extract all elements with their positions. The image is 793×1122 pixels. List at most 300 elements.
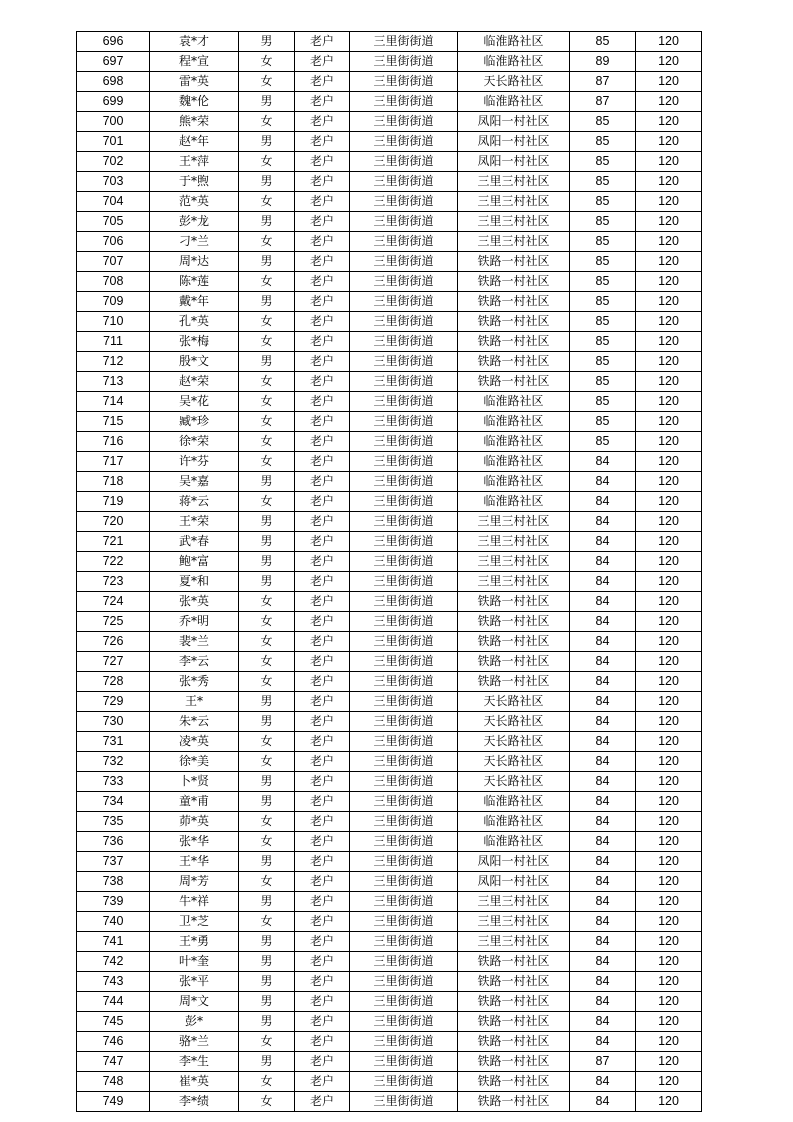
table-row bbox=[77, 732, 702, 752]
row-number-cell: 732 bbox=[77, 752, 150, 772]
score-cell: 85 bbox=[570, 432, 636, 452]
household-type-cell: 老户 bbox=[295, 172, 350, 192]
row-number-cell: 702 bbox=[77, 152, 150, 172]
community-cell: 凤阳一村社区 bbox=[458, 112, 570, 132]
row-number-cell: 715 bbox=[77, 412, 150, 432]
amount-cell: 120 bbox=[636, 932, 702, 952]
score-cell: 87 bbox=[570, 92, 636, 112]
household-type-cell: 老户 bbox=[295, 972, 350, 992]
street-cell: 三里街街道 bbox=[350, 552, 458, 572]
name-cell: 王*荣 bbox=[150, 512, 239, 532]
score-cell: 84 bbox=[570, 552, 636, 572]
name-cell: 朱*云 bbox=[150, 712, 239, 732]
amount-cell: 120 bbox=[636, 472, 702, 492]
household-type-cell: 老户 bbox=[295, 132, 350, 152]
row-number-cell: 719 bbox=[77, 492, 150, 512]
name-cell: 殷*文 bbox=[150, 352, 239, 372]
community-cell: 铁路一村社区 bbox=[458, 272, 570, 292]
street-cell: 三里街街道 bbox=[350, 252, 458, 272]
gender-cell: 男 bbox=[239, 1012, 295, 1032]
amount-cell: 120 bbox=[636, 692, 702, 712]
score-cell: 84 bbox=[570, 732, 636, 752]
street-cell: 三里街街道 bbox=[350, 872, 458, 892]
name-cell: 李*生 bbox=[150, 1052, 239, 1072]
name-cell: 张*英 bbox=[150, 592, 239, 612]
table-row bbox=[77, 992, 702, 1012]
score-cell: 85 bbox=[570, 192, 636, 212]
table-row bbox=[77, 92, 702, 112]
community-cell: 三里三村社区 bbox=[458, 512, 570, 532]
score-cell: 84 bbox=[570, 652, 636, 672]
table-row bbox=[77, 512, 702, 532]
amount-cell: 120 bbox=[636, 1052, 702, 1072]
row-number-cell: 717 bbox=[77, 452, 150, 472]
amount-cell: 120 bbox=[636, 232, 702, 252]
household-type-cell: 老户 bbox=[295, 852, 350, 872]
amount-cell: 120 bbox=[636, 732, 702, 752]
street-cell: 三里街街道 bbox=[350, 72, 458, 92]
street-cell: 三里街街道 bbox=[350, 792, 458, 812]
amount-cell: 120 bbox=[636, 152, 702, 172]
community-cell: 天长路社区 bbox=[458, 772, 570, 792]
amount-cell: 120 bbox=[636, 632, 702, 652]
score-cell: 84 bbox=[570, 992, 636, 1012]
amount-cell: 120 bbox=[636, 72, 702, 92]
table-row bbox=[77, 912, 702, 932]
household-type-cell: 老户 bbox=[295, 72, 350, 92]
row-number-cell: 716 bbox=[77, 432, 150, 452]
name-cell: 武*春 bbox=[150, 532, 239, 552]
name-cell: 赵*荣 bbox=[150, 372, 239, 392]
street-cell: 三里街街道 bbox=[350, 592, 458, 612]
household-type-cell: 老户 bbox=[295, 372, 350, 392]
gender-cell: 男 bbox=[239, 172, 295, 192]
household-type-cell: 老户 bbox=[295, 1012, 350, 1032]
score-cell: 84 bbox=[570, 1072, 636, 1092]
amount-cell: 120 bbox=[636, 272, 702, 292]
row-number-cell: 701 bbox=[77, 132, 150, 152]
gender-cell: 男 bbox=[239, 552, 295, 572]
score-cell: 85 bbox=[570, 252, 636, 272]
score-cell: 84 bbox=[570, 812, 636, 832]
row-number-cell: 697 bbox=[77, 52, 150, 72]
household-type-cell: 老户 bbox=[295, 572, 350, 592]
gender-cell: 男 bbox=[239, 572, 295, 592]
street-cell: 三里街街道 bbox=[350, 472, 458, 492]
street-cell: 三里街街道 bbox=[350, 712, 458, 732]
community-cell: 凤阳一村社区 bbox=[458, 132, 570, 152]
street-cell: 三里街街道 bbox=[350, 412, 458, 432]
row-number-cell: 747 bbox=[77, 1052, 150, 1072]
name-cell: 吴*嘉 bbox=[150, 472, 239, 492]
gender-cell: 男 bbox=[239, 852, 295, 872]
table-row bbox=[77, 1092, 702, 1112]
amount-cell: 120 bbox=[636, 32, 702, 52]
amount-cell: 120 bbox=[636, 892, 702, 912]
score-cell: 89 bbox=[570, 52, 636, 72]
row-number-cell: 709 bbox=[77, 292, 150, 312]
amount-cell: 120 bbox=[636, 412, 702, 432]
community-cell: 铁路一村社区 bbox=[458, 612, 570, 632]
row-number-cell: 728 bbox=[77, 672, 150, 692]
household-type-cell: 老户 bbox=[295, 452, 350, 472]
row-number-cell: 714 bbox=[77, 392, 150, 412]
amount-cell: 120 bbox=[636, 912, 702, 932]
name-cell: 孔*英 bbox=[150, 312, 239, 332]
household-type-cell: 老户 bbox=[295, 672, 350, 692]
name-cell: 熊*荣 bbox=[150, 112, 239, 132]
row-number-cell: 745 bbox=[77, 1012, 150, 1032]
name-cell: 夏*和 bbox=[150, 572, 239, 592]
street-cell: 三里街街道 bbox=[350, 1052, 458, 1072]
household-type-cell: 老户 bbox=[295, 412, 350, 432]
amount-cell: 120 bbox=[636, 452, 702, 472]
household-type-cell: 老户 bbox=[295, 692, 350, 712]
score-cell: 84 bbox=[570, 692, 636, 712]
street-cell: 三里街街道 bbox=[350, 172, 458, 192]
gender-cell: 女 bbox=[239, 192, 295, 212]
amount-cell: 120 bbox=[636, 112, 702, 132]
name-cell: 张*梅 bbox=[150, 332, 239, 352]
street-cell: 三里街街道 bbox=[350, 152, 458, 172]
household-type-cell: 老户 bbox=[295, 1032, 350, 1052]
row-number-cell: 723 bbox=[77, 572, 150, 592]
household-type-cell: 老户 bbox=[295, 352, 350, 372]
row-number-cell: 726 bbox=[77, 632, 150, 652]
community-cell: 天长路社区 bbox=[458, 752, 570, 772]
street-cell: 三里街街道 bbox=[350, 292, 458, 312]
score-cell: 84 bbox=[570, 472, 636, 492]
row-number-cell: 733 bbox=[77, 772, 150, 792]
score-cell: 85 bbox=[570, 292, 636, 312]
gender-cell: 男 bbox=[239, 32, 295, 52]
household-type-cell: 老户 bbox=[295, 232, 350, 252]
data-table bbox=[76, 31, 702, 1112]
street-cell: 三里街街道 bbox=[350, 992, 458, 1012]
table-row bbox=[77, 532, 702, 552]
community-cell: 临淮路社区 bbox=[458, 392, 570, 412]
community-cell: 铁路一村社区 bbox=[458, 1052, 570, 1072]
score-cell: 84 bbox=[570, 1032, 636, 1052]
name-cell: 牛*祥 bbox=[150, 892, 239, 912]
amount-cell: 120 bbox=[636, 792, 702, 812]
street-cell: 三里街街道 bbox=[350, 1032, 458, 1052]
gender-cell: 男 bbox=[239, 772, 295, 792]
gender-cell: 男 bbox=[239, 1052, 295, 1072]
amount-cell: 120 bbox=[636, 972, 702, 992]
gender-cell: 女 bbox=[239, 1032, 295, 1052]
row-number-cell: 736 bbox=[77, 832, 150, 852]
score-cell: 84 bbox=[570, 752, 636, 772]
community-cell: 凤阳一村社区 bbox=[458, 872, 570, 892]
amount-cell: 120 bbox=[636, 612, 702, 632]
score-cell: 85 bbox=[570, 372, 636, 392]
gender-cell: 女 bbox=[239, 812, 295, 832]
gender-cell: 男 bbox=[239, 352, 295, 372]
community-cell: 铁路一村社区 bbox=[458, 1012, 570, 1032]
community-cell: 铁路一村社区 bbox=[458, 672, 570, 692]
name-cell: 卫*芝 bbox=[150, 912, 239, 932]
name-cell: 鲍*富 bbox=[150, 552, 239, 572]
street-cell: 三里街街道 bbox=[350, 692, 458, 712]
community-cell: 铁路一村社区 bbox=[458, 632, 570, 652]
amount-cell: 120 bbox=[636, 952, 702, 972]
score-cell: 87 bbox=[570, 1052, 636, 1072]
score-cell: 84 bbox=[570, 932, 636, 952]
community-cell: 铁路一村社区 bbox=[458, 352, 570, 372]
row-number-cell: 737 bbox=[77, 852, 150, 872]
table-row bbox=[77, 892, 702, 912]
street-cell: 三里街街道 bbox=[350, 632, 458, 652]
gender-cell: 女 bbox=[239, 72, 295, 92]
score-cell: 87 bbox=[570, 72, 636, 92]
street-cell: 三里街街道 bbox=[350, 652, 458, 672]
table-row bbox=[77, 672, 702, 692]
amount-cell: 120 bbox=[636, 772, 702, 792]
row-number-cell: 703 bbox=[77, 172, 150, 192]
street-cell: 三里街街道 bbox=[350, 192, 458, 212]
community-cell: 三里三村社区 bbox=[458, 212, 570, 232]
score-cell: 85 bbox=[570, 272, 636, 292]
score-cell: 84 bbox=[570, 892, 636, 912]
row-number-cell: 712 bbox=[77, 352, 150, 372]
row-number-cell: 698 bbox=[77, 72, 150, 92]
street-cell: 三里街街道 bbox=[350, 972, 458, 992]
score-cell: 84 bbox=[570, 952, 636, 972]
community-cell: 临淮路社区 bbox=[458, 792, 570, 812]
table-row bbox=[77, 272, 702, 292]
amount-cell: 120 bbox=[636, 52, 702, 72]
community-cell: 临淮路社区 bbox=[458, 492, 570, 512]
household-type-cell: 老户 bbox=[295, 712, 350, 732]
street-cell: 三里街街道 bbox=[350, 312, 458, 332]
community-cell: 临淮路社区 bbox=[458, 472, 570, 492]
street-cell: 三里街街道 bbox=[350, 372, 458, 392]
name-cell: 彭* bbox=[150, 1012, 239, 1032]
name-cell: 赵*年 bbox=[150, 132, 239, 152]
gender-cell: 女 bbox=[239, 612, 295, 632]
name-cell: 程*宣 bbox=[150, 52, 239, 72]
table-row bbox=[77, 652, 702, 672]
amount-cell: 120 bbox=[636, 92, 702, 112]
table-row bbox=[77, 932, 702, 952]
name-cell: 周*达 bbox=[150, 252, 239, 272]
row-number-cell: 748 bbox=[77, 1072, 150, 1092]
row-number-cell: 743 bbox=[77, 972, 150, 992]
score-cell: 85 bbox=[570, 392, 636, 412]
community-cell: 铁路一村社区 bbox=[458, 292, 570, 312]
household-type-cell: 老户 bbox=[295, 92, 350, 112]
household-type-cell: 老户 bbox=[295, 112, 350, 132]
name-cell: 蒋*云 bbox=[150, 492, 239, 512]
row-number-cell: 700 bbox=[77, 112, 150, 132]
table-row bbox=[77, 432, 702, 452]
amount-cell: 120 bbox=[636, 1092, 702, 1112]
household-type-cell: 老户 bbox=[295, 872, 350, 892]
table-row bbox=[77, 152, 702, 172]
household-type-cell: 老户 bbox=[295, 152, 350, 172]
household-type-cell: 老户 bbox=[295, 732, 350, 752]
household-type-cell: 老户 bbox=[295, 532, 350, 552]
gender-cell: 女 bbox=[239, 332, 295, 352]
table-row bbox=[77, 772, 702, 792]
row-number-cell: 696 bbox=[77, 32, 150, 52]
street-cell: 三里街街道 bbox=[350, 212, 458, 232]
gender-cell: 男 bbox=[239, 132, 295, 152]
score-cell: 84 bbox=[570, 632, 636, 652]
score-cell: 84 bbox=[570, 872, 636, 892]
community-cell: 铁路一村社区 bbox=[458, 312, 570, 332]
street-cell: 三里街街道 bbox=[350, 612, 458, 632]
gender-cell: 男 bbox=[239, 252, 295, 272]
score-cell: 84 bbox=[570, 972, 636, 992]
community-cell: 天长路社区 bbox=[458, 712, 570, 732]
gender-cell: 女 bbox=[239, 312, 295, 332]
table-row bbox=[77, 792, 702, 812]
score-cell: 85 bbox=[570, 352, 636, 372]
score-cell: 84 bbox=[570, 672, 636, 692]
street-cell: 三里街街道 bbox=[350, 832, 458, 852]
household-type-cell: 老户 bbox=[295, 1052, 350, 1072]
household-type-cell: 老户 bbox=[295, 552, 350, 572]
score-cell: 84 bbox=[570, 492, 636, 512]
gender-cell: 女 bbox=[239, 732, 295, 752]
gender-cell: 男 bbox=[239, 532, 295, 552]
amount-cell: 120 bbox=[636, 332, 702, 352]
score-cell: 84 bbox=[570, 572, 636, 592]
amount-cell: 120 bbox=[636, 172, 702, 192]
table-row bbox=[77, 192, 702, 212]
row-number-cell: 734 bbox=[77, 792, 150, 812]
household-type-cell: 老户 bbox=[295, 1072, 350, 1092]
gender-cell: 男 bbox=[239, 992, 295, 1012]
street-cell: 三里街街道 bbox=[350, 52, 458, 72]
row-number-cell: 707 bbox=[77, 252, 150, 272]
table-row bbox=[77, 412, 702, 432]
household-type-cell: 老户 bbox=[295, 332, 350, 352]
row-number-cell: 720 bbox=[77, 512, 150, 532]
score-cell: 84 bbox=[570, 852, 636, 872]
street-cell: 三里街街道 bbox=[350, 1092, 458, 1112]
household-type-cell: 老户 bbox=[295, 432, 350, 452]
row-number-cell: 711 bbox=[77, 332, 150, 352]
row-number-cell: 741 bbox=[77, 932, 150, 952]
row-number-cell: 727 bbox=[77, 652, 150, 672]
amount-cell: 120 bbox=[636, 512, 702, 532]
score-cell: 85 bbox=[570, 232, 636, 252]
table-row bbox=[77, 212, 702, 232]
score-cell: 84 bbox=[570, 592, 636, 612]
score-cell: 85 bbox=[570, 152, 636, 172]
community-cell: 铁路一村社区 bbox=[458, 1072, 570, 1092]
row-number-cell: 749 bbox=[77, 1092, 150, 1112]
household-type-cell: 老户 bbox=[295, 292, 350, 312]
gender-cell: 女 bbox=[239, 672, 295, 692]
name-cell: 周*芳 bbox=[150, 872, 239, 892]
score-cell: 84 bbox=[570, 612, 636, 632]
street-cell: 三里街街道 bbox=[350, 952, 458, 972]
score-cell: 85 bbox=[570, 112, 636, 132]
community-cell: 铁路一村社区 bbox=[458, 252, 570, 272]
table-row bbox=[77, 1012, 702, 1032]
row-number-cell: 705 bbox=[77, 212, 150, 232]
household-type-cell: 老户 bbox=[295, 592, 350, 612]
table-row bbox=[77, 572, 702, 592]
gender-cell: 男 bbox=[239, 92, 295, 112]
amount-cell: 120 bbox=[636, 492, 702, 512]
gender-cell: 男 bbox=[239, 292, 295, 312]
gender-cell: 女 bbox=[239, 912, 295, 932]
amount-cell: 120 bbox=[636, 572, 702, 592]
street-cell: 三里街街道 bbox=[350, 752, 458, 772]
score-cell: 84 bbox=[570, 512, 636, 532]
community-cell: 铁路一村社区 bbox=[458, 1092, 570, 1112]
community-cell: 三里三村社区 bbox=[458, 192, 570, 212]
name-cell: 张*秀 bbox=[150, 672, 239, 692]
gender-cell: 男 bbox=[239, 712, 295, 732]
name-cell: 魏*伦 bbox=[150, 92, 239, 112]
table-row bbox=[77, 32, 702, 52]
community-cell: 临淮路社区 bbox=[458, 52, 570, 72]
amount-cell: 120 bbox=[636, 712, 702, 732]
gender-cell: 女 bbox=[239, 392, 295, 412]
amount-cell: 120 bbox=[636, 652, 702, 672]
gender-cell: 男 bbox=[239, 472, 295, 492]
street-cell: 三里街街道 bbox=[350, 492, 458, 512]
street-cell: 三里街街道 bbox=[350, 352, 458, 372]
table-row bbox=[77, 692, 702, 712]
street-cell: 三里街街道 bbox=[350, 892, 458, 912]
amount-cell: 120 bbox=[636, 532, 702, 552]
community-cell: 凤阳一村社区 bbox=[458, 152, 570, 172]
name-cell: 戴*年 bbox=[150, 292, 239, 312]
amount-cell: 120 bbox=[636, 812, 702, 832]
household-type-cell: 老户 bbox=[295, 312, 350, 332]
amount-cell: 120 bbox=[636, 872, 702, 892]
table-row bbox=[77, 292, 702, 312]
table-row bbox=[77, 592, 702, 612]
row-number-cell: 742 bbox=[77, 952, 150, 972]
score-cell: 85 bbox=[570, 172, 636, 192]
name-cell: 于*煦 bbox=[150, 172, 239, 192]
amount-cell: 120 bbox=[636, 192, 702, 212]
community-cell: 临淮路社区 bbox=[458, 812, 570, 832]
table-row bbox=[77, 452, 702, 472]
street-cell: 三里街街道 bbox=[350, 732, 458, 752]
row-number-cell: 724 bbox=[77, 592, 150, 612]
name-cell: 范*英 bbox=[150, 192, 239, 212]
score-cell: 85 bbox=[570, 132, 636, 152]
row-number-cell: 739 bbox=[77, 892, 150, 912]
street-cell: 三里街街道 bbox=[350, 272, 458, 292]
table-row bbox=[77, 952, 702, 972]
gender-cell: 女 bbox=[239, 372, 295, 392]
gender-cell: 女 bbox=[239, 492, 295, 512]
street-cell: 三里街街道 bbox=[350, 572, 458, 592]
household-type-cell: 老户 bbox=[295, 892, 350, 912]
amount-cell: 120 bbox=[636, 432, 702, 452]
name-cell: 许*芬 bbox=[150, 452, 239, 472]
table-row bbox=[77, 812, 702, 832]
score-cell: 84 bbox=[570, 772, 636, 792]
gender-cell: 男 bbox=[239, 952, 295, 972]
household-type-cell: 老户 bbox=[295, 252, 350, 272]
street-cell: 三里街街道 bbox=[350, 332, 458, 352]
household-type-cell: 老户 bbox=[295, 832, 350, 852]
table-row bbox=[77, 972, 702, 992]
name-cell: 吴*花 bbox=[150, 392, 239, 412]
community-cell: 临淮路社区 bbox=[458, 92, 570, 112]
